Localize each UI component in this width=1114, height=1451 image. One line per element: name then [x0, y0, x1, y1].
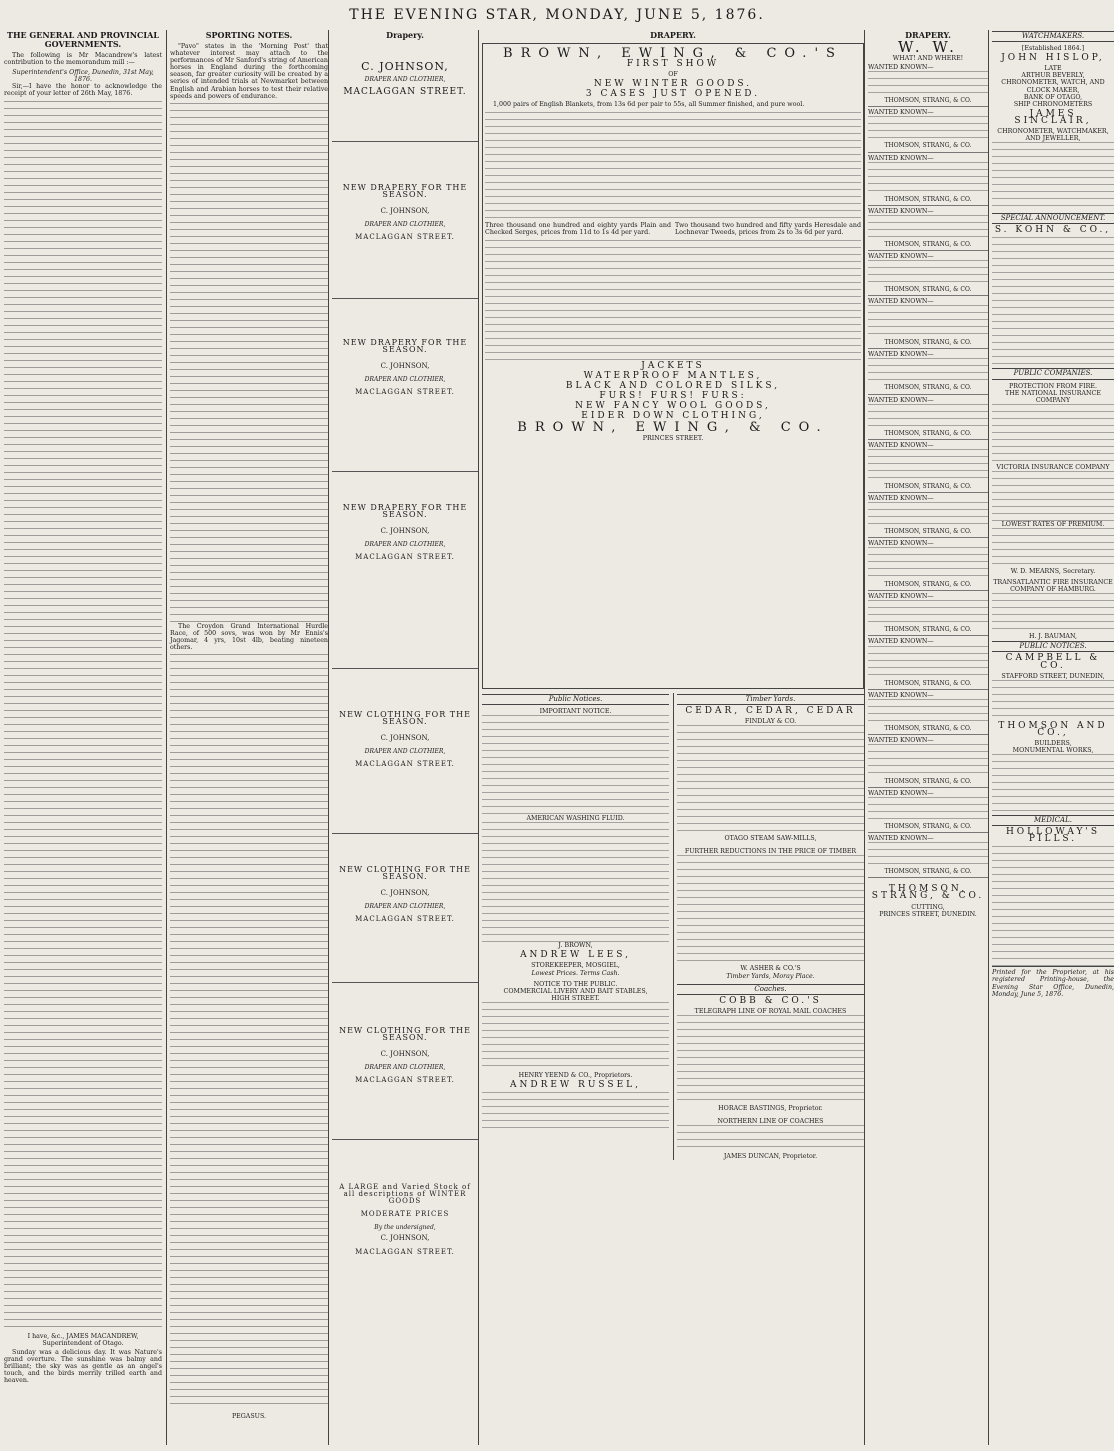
wanted-item — [868, 735, 988, 788]
ad-street: MACLAGGAN STREET. — [343, 87, 467, 98]
item-lead: WANTED KNOWN— — [868, 64, 934, 72]
wool-goods: NEW FANCY WOOL GOODS, — [575, 401, 771, 412]
timber-col — [673, 693, 864, 1160]
ad-name: C. JOHNSON, — [380, 889, 430, 898]
ad-name: C. JOHNSON, — [380, 362, 430, 371]
wanted-item — [868, 153, 988, 206]
item-sign: THOMSON, STRANG, & CO. — [884, 724, 972, 732]
ad-name: DRAPER AND CLOTHIER, — [364, 76, 446, 84]
imprint: Printed for the Proprietor, at his registered Printing-house, the Evening Star Office, Dunedin, Monday, June 5, 1876. — [992, 966, 1114, 997]
item-text — [868, 699, 988, 725]
trans-filler — [992, 593, 1114, 633]
established: [Established 1864.] — [1021, 45, 1085, 53]
item-sign: THOMSON, STRANG, & CO. — [884, 527, 972, 535]
winter-name: C. JOHNSON, — [380, 1234, 430, 1243]
item-lead: WANTED KNOWN— — [868, 790, 934, 797]
cobb-sub: TELEGRAPH LINE OF ROYAL MAIL COACHES — [694, 1007, 847, 1015]
wanted-item — [868, 636, 988, 689]
wanted-list — [868, 62, 988, 878]
sporting-header: SPORTING NOTES. — [205, 30, 293, 40]
item-lead: WANTED KNOWN— — [868, 638, 934, 646]
item-text — [868, 646, 988, 680]
ad-name: C. JOHNSON, — [380, 1050, 430, 1059]
sinclair-sub: CHRONOMETER, WATCHMAKER, AND JEWELLER, — [997, 128, 1109, 143]
john-hislop: JOHN HISLOP, — [1001, 53, 1105, 64]
new-winter-goods: NEW WINTER GOODS. — [593, 79, 753, 90]
office-line: Superintendent's Office, Dunedin, 31st May, 1876. — [12, 69, 154, 84]
ad-sub: DRAPER AND CLOTHIER, — [364, 221, 446, 229]
johnson-ad-7 — [332, 983, 478, 1140]
cedar: CEDAR, CEDAR, CEDAR — [685, 706, 856, 717]
winter-prices: MODERATE PRICES — [360, 1210, 450, 1219]
closing-paragraph: Sunday was a delicious day. It was Nature's grand overture. The sunshine was balmy and brilliant; the sky was as gentle as an angel's touch, and the birds merrily trilled earth and heaven. — [4, 1348, 162, 1385]
column-general-governments — [4, 30, 162, 1445]
ad-sub: DRAPER AND CLOTHIER, — [364, 541, 446, 549]
high-street: HIGH STREET. — [551, 994, 600, 1002]
item-sign: THOMSON, STRANG, & CO. — [884, 339, 972, 347]
item-lead: WANTED KNOWN— — [868, 540, 934, 548]
lees-terms: Lowest Prices. Terms Cash. — [531, 969, 620, 977]
chronometer-maker: CHRONOMETER, WATCH, AND CLOCK MAKER, — [1001, 79, 1105, 94]
ad-name: C. JOHNSON, — [380, 734, 430, 743]
item-text — [868, 797, 988, 823]
thomson-co: THOMSON AND CO., — [998, 720, 1108, 738]
brown-ewing-ad — [482, 43, 864, 689]
horace: HORACE BASTINGS, Proprietor. — [718, 1104, 823, 1112]
item-text — [868, 404, 988, 430]
item-text — [868, 260, 988, 286]
item-text — [868, 71, 988, 97]
wanted-item — [868, 690, 988, 735]
wanted-item — [868, 591, 988, 636]
wanted-item — [868, 349, 988, 394]
blankets-line: 1,000 pairs of English Blankets, from 13s 6d per pair to 55s, all Summer finished, and pure wool. — [493, 101, 805, 109]
item-sign: THOMSON, STRANG, & CO. — [884, 482, 972, 490]
item-lead: WANTED KNOWN— — [868, 207, 934, 215]
bank-otago: BANK OF OTAGO, — [1023, 93, 1083, 101]
ad-sub: DRAPER AND CLOTHIER, — [364, 903, 446, 911]
ad-sub: DRAPER AND CLOTHIER, — [364, 376, 446, 384]
item-text — [868, 358, 988, 384]
russel-filler — [482, 1092, 669, 1132]
item-text — [868, 162, 988, 196]
ad-headline: NEW DRAPERY FOR THE SEASON. — [342, 183, 468, 200]
watchmakers-header: WATCHMAKERS. — [992, 31, 1114, 42]
asher: W. ASHER & CO.'S — [740, 965, 801, 973]
findlay: FINDLAY & CO. — [744, 718, 797, 726]
column-sporting-notes — [166, 30, 328, 1445]
wanted-item — [868, 296, 988, 349]
s-kohn: S. KOHN & CO., — [994, 225, 1112, 236]
james-sinclair: JAMES SINCLAIR, — [1014, 108, 1092, 126]
brown-ewing-title: BROWN, EWING, & CO.'S — [503, 46, 843, 61]
asher-filler — [677, 855, 864, 965]
stafford-street: STAFFORD STREET, DUNEDIN, — [1001, 672, 1105, 680]
winter-text: A LARGE and Varied Stock of all descriptions of WINTER GOODS — [339, 1183, 471, 1206]
item-sign: THOMSON, STRANG, & CO. — [884, 195, 972, 203]
item-sign: THOMSON, STRANG, & CO. — [884, 142, 972, 150]
item-sign: THOMSON, STRANG, & CO. — [884, 97, 972, 105]
ad-headline: C. JOHNSON, — [361, 60, 449, 73]
wanted-item — [868, 538, 988, 591]
duncan: JAMES DUNCAN, Proprietor. — [723, 1153, 818, 1161]
item-lead: WANTED KNOWN— — [868, 691, 934, 699]
item-lead: WANTED KNOWN— — [868, 154, 934, 162]
national-filler — [992, 404, 1114, 464]
item-lead: WANTED KNOWN— — [868, 494, 934, 502]
tweeds-right: Two thousand two hundred and fifty yards Heresdale and Lochnevar Tweeds, prices from 2s to 3s 6d per yard. — [675, 221, 861, 236]
lees-sub: STOREKEEPER, MOSGIEL, — [531, 962, 620, 970]
brown-ewing-footer: BROWN, EWING, & CO. — [517, 420, 829, 436]
ad-headline: NEW CLOTHING FOR THE SEASON. — [339, 1026, 471, 1043]
item-lead: WANTED KNOWN— — [868, 441, 934, 449]
asher-sub: Timber Yards, Moray Place. — [726, 972, 815, 980]
article-body-filler — [4, 101, 162, 1331]
item-text — [868, 502, 988, 528]
timber-filler — [677, 725, 864, 835]
mantles: WATERPROOF MANTLES, — [583, 370, 763, 381]
first-show: FIRST SHOW — [626, 59, 720, 70]
notice3-sign: J. BROWN, — [558, 942, 593, 950]
ad-headline: NEW CLOTHING FOR THE SEASON. — [339, 865, 471, 882]
notice2-title: AMERICAN WASHING FLUID. — [526, 815, 625, 823]
princes-street-dunedin: PRINCES STREET, DUNEDIN. — [879, 910, 977, 918]
premium-filler — [992, 528, 1114, 568]
cobb-filler — [677, 1015, 864, 1105]
andrew-lees: ANDREW LEES, — [520, 950, 631, 961]
item-sign: THOMSON, STRANG, & CO. — [884, 626, 972, 634]
timber-header: Timber Yards. — [677, 694, 864, 705]
special-announcement: SPECIAL ANNOUNCEMENT. — [992, 213, 1114, 224]
campbell-filler — [992, 680, 1114, 720]
national-insurance: THE NATIONAL INSURANCE COMPANY — [1005, 389, 1101, 404]
item-text — [868, 547, 988, 581]
drapery-header: DRAPERY. — [650, 30, 696, 40]
northern-filler — [677, 1125, 864, 1153]
public-notices: PUBLIC NOTICES. — [992, 641, 1114, 652]
johnson-ad-5 — [332, 669, 478, 834]
item-text — [868, 600, 988, 626]
item-text — [868, 116, 988, 142]
drapery-header: Drapery. — [386, 30, 424, 40]
silks: BLACK AND COLORED SILKS, — [565, 380, 781, 391]
item-sign: THOMSON, STRANG, & CO. — [884, 823, 972, 831]
wanted-item — [868, 493, 988, 538]
wanted-item — [868, 206, 988, 251]
wanted-item — [868, 62, 988, 107]
transatlantic: TRANSATLANTIC FIRE INSURANCE COMPANY OF HAMBURG. — [993, 579, 1113, 594]
winter-street: MACLAGGAN STREET. — [355, 1247, 455, 1256]
notice4-filler — [482, 1002, 669, 1072]
drapery-header: DRAPERY. — [905, 30, 951, 40]
johnson-ad-1 — [332, 43, 478, 142]
ad-headline: NEW DRAPERY FOR THE SEASON. — [342, 503, 468, 520]
public-companies: PUBLIC COMPANIES. — [992, 368, 1114, 379]
ww-title: W. W. — [898, 38, 958, 56]
wanted-item — [868, 833, 988, 878]
cases-opened: 3 CASES JUST OPENED. — [585, 89, 761, 100]
ship-chronometers: SHIP CHRONOMETERS — [1013, 100, 1093, 108]
johnson-ad-2 — [332, 142, 478, 299]
johnson-ad-4 — [332, 472, 478, 669]
builders: BUILDERS, — [1034, 739, 1072, 747]
sporting-intro: "Pavo" states in the 'Morning Post' that whatever interest may attach to the performances of Mr Sanford's string of American horses in England during the forthcoming season, far greater curiosity will be created by a series of intended trials at Newmarket between English and Arabian horses to test their relative speeds and powers of endurance. — [170, 43, 328, 100]
furs: FURS! FURS! FURS: — [599, 391, 747, 402]
item-lead: WANTED KNOWN— — [868, 835, 934, 843]
sinclair-filler — [992, 142, 1114, 212]
item-text — [868, 449, 988, 483]
ad-name: C. JOHNSON, — [380, 207, 430, 216]
notice2-filler — [482, 822, 669, 942]
princes-street: PRINCES STREET. — [642, 435, 704, 443]
item-lead: WANTED KNOWN— — [868, 252, 934, 260]
article-intro: The following is Mr Macandrew's latest contribution to the memorandum mill :— — [4, 52, 162, 67]
ad-sub: DRAPER AND CLOTHIER, — [364, 748, 446, 756]
public-notices-col — [482, 693, 669, 1160]
salutation: Sir,—I have the honor to acknowledge the receipt of your letter of 26th May, 1876. — [4, 83, 162, 98]
item-text — [868, 744, 988, 778]
column-drapery-johnson — [328, 30, 478, 1445]
arthur-beverly: ARTHUR BEVERLY, — [1021, 72, 1085, 80]
tweeds-grid — [485, 222, 861, 236]
brown-body-filler — [485, 112, 861, 222]
item-text — [868, 305, 988, 339]
tweeds-left: Three thousand one hundred and eighty yards Plain and Checked Serges, prices from 11d to 1s 4d per yard. — [485, 221, 671, 236]
column-thomson-strang — [864, 30, 988, 1445]
cobb: COBB & CO.'S — [719, 995, 822, 1006]
item-sign: THOMSON, STRANG, & CO. — [884, 429, 972, 437]
jackets: JACKETS — [641, 360, 705, 371]
ad-headline: NEW DRAPERY FOR THE SEASON. — [342, 338, 468, 355]
ad-street: MACLAGGAN STREET. — [355, 553, 455, 562]
notice4: NOTICE TO THE PUBLIC. — [533, 980, 618, 988]
notices-header: Public Notices. — [482, 694, 669, 705]
masthead — [0, 0, 1114, 30]
sporting-body-filler-2 — [170, 654, 328, 1409]
ad-street: MACLAGGAN STREET. — [355, 760, 455, 769]
johnson-ad-3 — [332, 299, 478, 472]
cutting: CUTTING, — [911, 903, 945, 911]
ad-name: C. JOHNSON, — [380, 527, 430, 536]
article-headline: THE GENERAL AND PROVINCIAL GOVERNMENTS. — [7, 30, 159, 49]
ww-sub: WHAT! AND WHERE! — [892, 55, 964, 63]
northern: NORTHERN LINE OF COACHES — [717, 1118, 824, 1126]
masthead-title: THE EVENING STAR, MONDAY, JUNE 5, 1876. — [349, 7, 765, 23]
late-line: LATE — [1044, 65, 1062, 73]
item-sign: THOMSON, STRANG, & CO. — [884, 384, 972, 392]
otago-sawmills: OTAGO STEAM SAW-MILLS, — [724, 835, 817, 843]
ad-street: MACLAGGAN STREET. — [355, 233, 455, 242]
item-text — [868, 842, 988, 868]
lower-notices — [482, 693, 864, 1160]
works-filler — [992, 754, 1114, 814]
notice1-title: IMPORTANT NOTICE. — [539, 708, 612, 716]
item-sign: THOMSON, STRANG, & CO. — [884, 240, 972, 248]
column-brown-ewing — [478, 30, 864, 1445]
andrew-russel: ANDREW RUSSEL, — [510, 1080, 641, 1091]
winter-by: By the undersigned, — [374, 1224, 436, 1232]
protection-fire: PROTECTION FROM FIRE. — [1008, 382, 1098, 390]
item-lead: WANTED KNOWN— — [868, 351, 934, 359]
notice1-filler — [482, 715, 669, 815]
wanted-item — [868, 788, 988, 833]
sporting-mid: The Croydon Grand International Hurdle Race, of 500 sovs, was won by Mr Ennis's Jagomar, 4 yrs, 10st 4lb, beating nineteen others. — [170, 622, 328, 652]
ad-street: MACLAGGAN STREET. — [355, 1076, 455, 1085]
monumental: MONUMENTAL WORKS, — [1012, 747, 1094, 754]
bauman: H. J. BAUMAN, — [1028, 633, 1078, 641]
item-sign: THOMSON, STRANG, & CO. — [884, 777, 972, 785]
item-sign: THOMSON, STRANG, & CO. — [884, 868, 972, 876]
kohn-filler — [992, 237, 1114, 367]
johnson-ad-6 — [332, 834, 478, 983]
item-sign: THOMSON, STRANG, & CO. — [884, 286, 972, 294]
brown-body-filler-2 — [485, 240, 861, 360]
johnson-ad-winter — [332, 1140, 478, 1260]
yeend-sign: HENRY YEEND & CO., Proprietors. — [518, 1071, 633, 1079]
item-sign: THOMSON, STRANG, & CO. — [884, 581, 972, 589]
victoria-filler — [992, 471, 1114, 521]
commercial-stables: COMMERCIAL LIVERY AND BAIT STABLES, — [503, 987, 648, 995]
ad-sub: DRAPER AND CLOTHIER, — [364, 1064, 446, 1072]
thomson-footer: THOMSON, STRANG, & CO. — [871, 884, 985, 902]
wanted-item — [868, 440, 988, 493]
of-line: OF — [668, 71, 678, 79]
sporting-sign: PEGASUS. — [231, 1413, 267, 1421]
coaches-header: Coaches. — [677, 984, 864, 995]
item-lead: WANTED KNOWN— — [868, 298, 934, 306]
item-sign: THOMSON, STRANG, & CO. — [884, 679, 972, 687]
wanted-item — [868, 107, 988, 152]
sporting-body-filler — [170, 103, 328, 623]
ad-street: MACLAGGAN STREET. — [355, 388, 455, 397]
column-watchmakers — [988, 30, 1114, 1445]
item-lead: WANTED KNOWN— — [868, 109, 934, 117]
item-lead: WANTED KNOWN— — [868, 736, 934, 744]
item-lead: WANTED KNOWN— — [868, 396, 934, 404]
ad-street: MACLAGGAN STREET. — [355, 915, 455, 924]
signoff: I have, &c., JAMES MACANDREW, Superintendent of Otago. — [27, 1332, 139, 1347]
item-text — [868, 215, 988, 241]
ad-headline: NEW CLOTHING FOR THE SEASON. — [339, 710, 471, 727]
further-reductions: FURTHER REDUCTIONS IN THE PRICE OF TIMBER — [684, 848, 857, 856]
lowest-rates: LOWEST RATES OF PREMIUM. — [1001, 520, 1105, 528]
holloway: HOLLOWAY'S PILLS. — [1005, 827, 1101, 845]
holloway-filler — [992, 846, 1114, 966]
wanted-item — [868, 251, 988, 296]
victoria-insurance: VICTORIA INSURANCE COMPANY — [996, 463, 1110, 471]
mearns: W. D. MEARNS, Secretary. — [1010, 567, 1096, 575]
eider: EIDER DOWN CLOTHING, — [581, 411, 765, 422]
item-lead: WANTED KNOWN— — [868, 593, 934, 601]
wanted-item — [868, 395, 988, 440]
medical: MEDICAL. — [992, 815, 1114, 826]
campbell: CAMPBELL & CO. — [1005, 653, 1101, 671]
